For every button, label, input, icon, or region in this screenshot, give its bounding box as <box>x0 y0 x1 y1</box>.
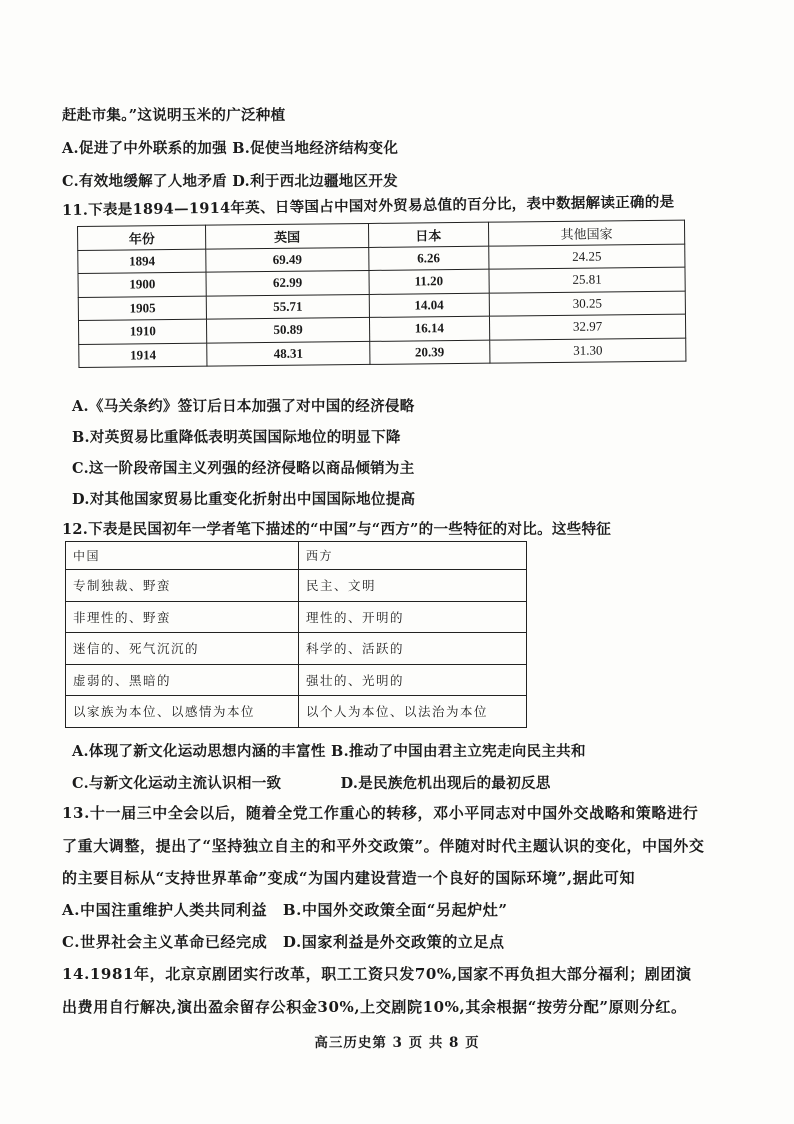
q11-option-c: C.这一阶段帝国主义列强的经济侵略以商品倾销为主 <box>72 460 415 477</box>
table-cell: 6.26 <box>368 246 489 271</box>
table-cell: 民主、文明 <box>299 570 527 602</box>
q13-options-ab: A.中国注重维护人类共同利益 B.中国外交政策全面“另起炉灶” <box>62 901 508 919</box>
table-row <box>66 570 527 602</box>
q14-stem-line1: 14.1981年，北京京剧团实行改革，职工工资只发70%,国家不再负担大部分福利；剧团演 <box>62 965 692 983</box>
table-row <box>79 338 686 368</box>
table-cell: 1905 <box>78 296 207 321</box>
table-header-cell: 西方 <box>299 542 527 570</box>
q12-options-ab: A.体现了新文化运动思想内涵的丰富性 B.推动了中国由君主立宪走向民主共和 <box>72 743 586 760</box>
table-row <box>66 664 527 696</box>
table-header-cell: 中国 <box>66 542 299 570</box>
table-row <box>66 696 527 728</box>
table-cell: 25.81 <box>489 267 685 293</box>
q13-stem-line2: 了重大调整，提出了“坚持独立自主的和平外交政策”。伴随对时代主题认识的变化，中国外交 <box>62 837 705 855</box>
table-cell: 1910 <box>78 319 207 344</box>
q10-options-ab: A.促进了中外联系的加强 B.促使当地经济结构变化 <box>62 140 399 157</box>
q10-stem-tail: 赶赴市集。”这说明玉米的广泛种植 <box>62 107 286 124</box>
q13-options-cd: C.世界社会主义革命已经完成 D.国家利益是外交政策的立足点 <box>62 933 505 951</box>
q11-option-a: A.《马关条约》签订后日本加强了对中国的经济侵略 <box>72 398 415 415</box>
table-cell: 以个人为本位、以法治为本位 <box>299 696 527 728</box>
table-cell: 强壮的、光明的 <box>299 664 527 696</box>
page-footer: 高三历史第 3 页 共 8 页 <box>314 1035 480 1051</box>
table-cell: 20.39 <box>369 340 490 365</box>
q12-comparison-table <box>65 541 527 728</box>
table-header-cell: 其他国家 <box>488 220 684 246</box>
table-cell: 虚弱的、黑暗的 <box>66 664 299 696</box>
table-cell: 16.14 <box>369 316 490 341</box>
table-header-cell: 英国 <box>206 223 368 248</box>
table-cell: 1914 <box>79 343 208 368</box>
table-row <box>66 633 527 665</box>
table-cell: 14.04 <box>369 293 490 318</box>
table-cell: 32.97 <box>489 314 685 340</box>
table-header-cell: 日本 <box>368 222 489 247</box>
table-cell: 1900 <box>78 272 207 297</box>
table-cell: 非理性的、野蛮 <box>66 601 299 633</box>
table-cell: 69.49 <box>206 247 368 272</box>
q10-options-cd: C.有效地缓解了人地矛盾 D.利于西北边疆地区开发 <box>62 173 398 190</box>
table-cell: 55.71 <box>207 294 369 319</box>
table-cell: 理性的、开明的 <box>299 601 527 633</box>
table-cell: 62.99 <box>206 270 368 295</box>
table-cell: 科学的、活跃的 <box>299 633 527 665</box>
q11-option-b: B.对英贸易比重降低表明英国国际地位的明显下降 <box>72 429 401 446</box>
table-header-row <box>66 542 527 570</box>
table-header-cell: 年份 <box>78 225 207 250</box>
table-cell: 以家族为本位、以感情为本位 <box>66 696 299 728</box>
table-cell: 24.25 <box>489 244 685 270</box>
table-cell: 50.89 <box>207 317 369 342</box>
table-cell: 30.25 <box>489 291 685 317</box>
q11-option-d: D.对其他国家贸易比重变化折射出中国国际地位提高 <box>72 491 416 508</box>
table-cell: 专制独裁、野蛮 <box>66 570 299 602</box>
table-cell: 48.31 <box>207 341 369 366</box>
q14-stem-line2: 出费用自行解决,演出盈余留存公积金30%,上交剧院10%,其余根据“按劳分配”原则分红。 <box>62 998 687 1016</box>
q12-options-cd: C.与新文化运动主流认识相一致 D.是民族危机出现后的最初反思 <box>72 775 551 792</box>
q13-stem-line1: 13.十一届三中全会以后，随着全党工作重心的转移，邓小平同志对中国外交战略和策略进行 <box>62 804 699 822</box>
q11-stem: 11.下表是1894—1914年英、日等国占中国对外贸易总值的百分比，表中数据解读正确的是 <box>61 193 675 219</box>
table-cell: 31.30 <box>490 338 686 364</box>
q11-trade-table <box>77 220 686 368</box>
table-cell: 11.20 <box>369 269 490 294</box>
table-cell: 1894 <box>78 249 207 274</box>
q12-stem: 12.下表是民国初年一学者笔下描述的“中国”与“西方”的一些特征的对比。这些特征 <box>62 521 612 538</box>
q13-stem-line3: 的主要目标从“支持世界革命”变成“为国内建设营造一个良好的国际环境”,据此可知 <box>62 869 636 887</box>
table-cell: 迷信的、死气沉沉的 <box>66 633 299 665</box>
table-row <box>66 601 527 633</box>
